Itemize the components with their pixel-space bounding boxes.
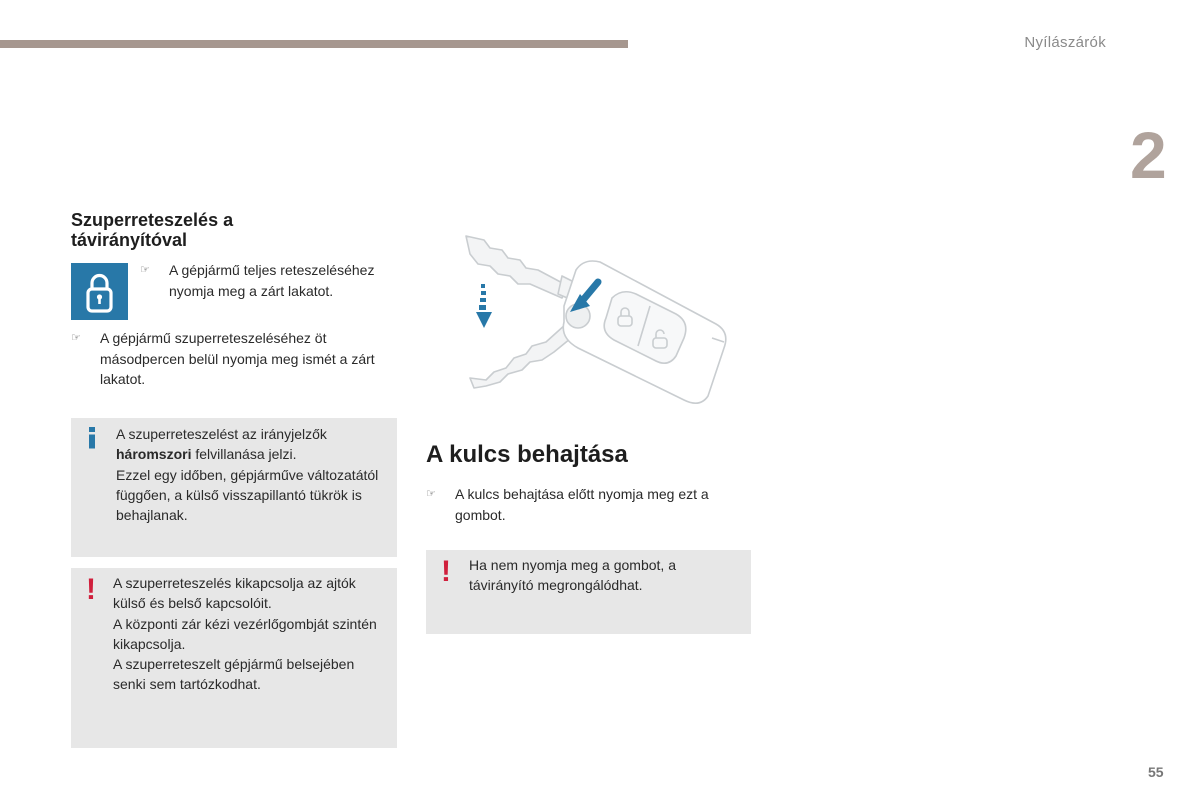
bullet-full-lock: [140, 260, 402, 301]
bullet-key-fold: [426, 484, 746, 525]
top-decorative-bar: [0, 40, 628, 48]
info-box-text: [116, 424, 388, 525]
section-label: Nyílászárók: [1024, 34, 1106, 51]
info-line-1: A szuperreteszelést az irányjelzők: [116, 426, 327, 442]
bullet-pointer-icon: ☞: [71, 332, 81, 344]
section-heading-superlocking: Szuperreteszelés a távirányítóval: [71, 210, 234, 250]
info-emphasis: háromszori: [116, 446, 192, 463]
padlock-icon: [71, 263, 128, 320]
section-heading-key-fold: A kulcs behajtása: [426, 441, 628, 468]
warning-icon: !: [86, 573, 96, 606]
key-fold-illustration: [446, 228, 736, 413]
bullet-full-lock-text: A gépjármű teljes reteszeléséhez nyomja meg a zárt lakatot.: [169, 262, 375, 299]
bullet-superlock: [71, 328, 381, 390]
bullet-superlock-text: A gépjármű szuperreteszeléséhez öt másodpercen belül nyomja meg ismét a zárt lakatot.: [100, 330, 375, 387]
warning-line-1: A szuperreteszelés kikapcsolja az ajtók külső és belső kapcsolóit.: [113, 575, 356, 612]
info-icon: [86, 426, 98, 455]
warning-box-key-fold-text: Ha nem nyomja meg a gombot, a távirányító megrongálódhat.: [469, 557, 676, 594]
bullet-pointer-icon: ☞: [140, 264, 150, 276]
warning-line-3: A szuperreteszelt gépjármű belsejében senki sem tartózkodhat.: [113, 656, 355, 693]
warning-icon: !: [441, 555, 451, 588]
info-line-2-rest: felvillanása jelzi.: [191, 446, 297, 463]
warning-line-2: A központi zár kézi vezérlőgombját szintén kikapcsolja.: [113, 615, 377, 652]
info-line-2: [116, 444, 388, 464]
info-line-rest: Ezzel egy időben, gépjárműve változatától függően, a külső visszapillantó tükrök is behajlanak.: [116, 466, 379, 524]
bullet-key-fold-text: A kulcs behajtása előtt nyomja meg ezt a gombot.: [455, 486, 709, 523]
chapter-number: 2: [1130, 118, 1167, 192]
bullet-pointer-icon: ☞: [426, 488, 436, 500]
page-number: 55: [1148, 764, 1164, 780]
warning-box-superlock-text: [113, 573, 389, 695]
